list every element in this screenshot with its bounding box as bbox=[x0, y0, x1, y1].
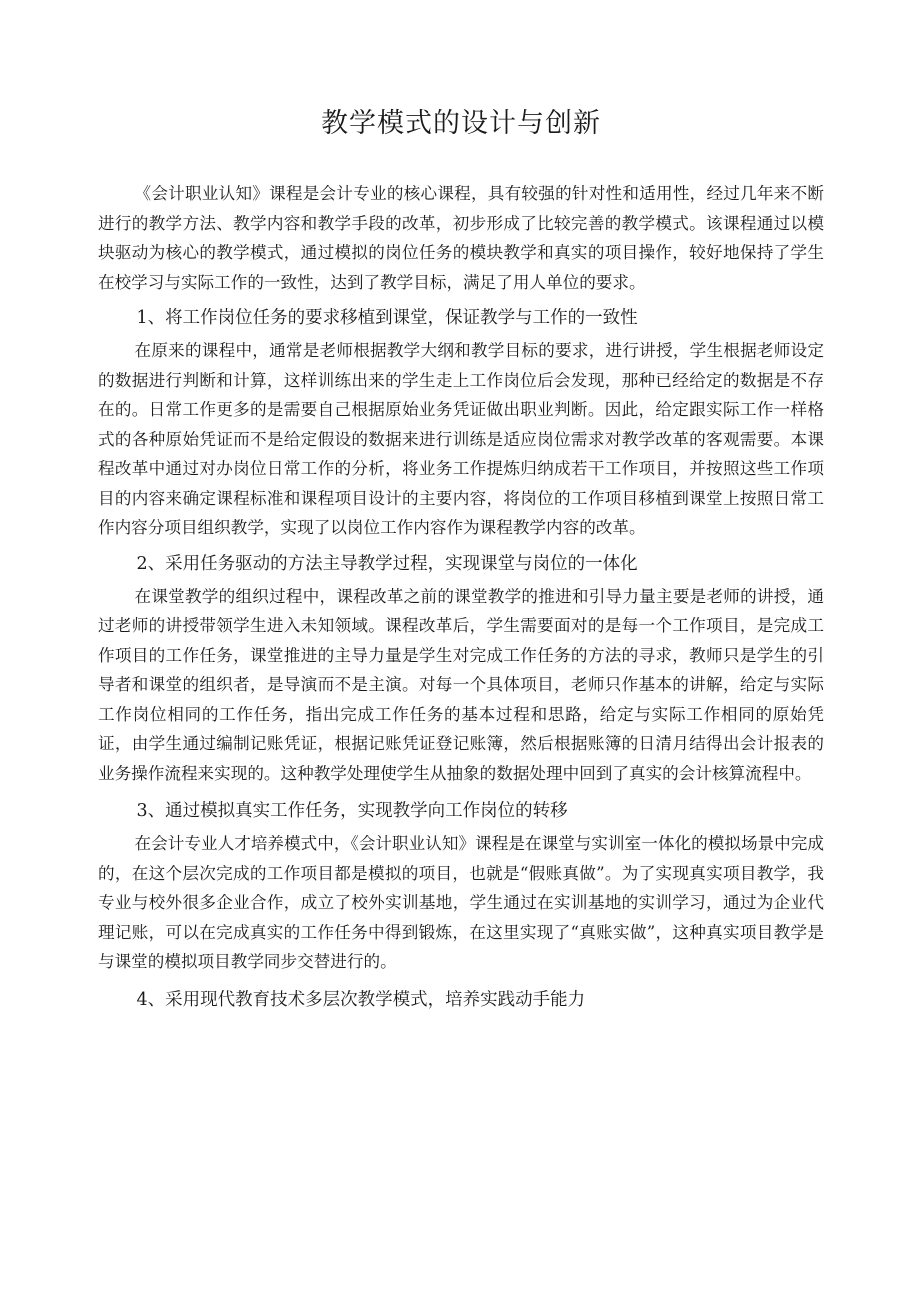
section-body: 在会计专业人才培养模式中，《会计职业认知》课程是在课堂与实训室一体化的模拟场景中完成的，在这个层次完成的工作项目都是模拟的项目，也就是“假账真做”。为了实现真实项目教学，我专业与校外很多企业合作，成立了校外实训基地，学生通过在实训基地的实训学习，通过为企业代理记账，可以在完成真实的工作任务中得到锻炼，在这里实现了“真账实做”，这种真实项目教学是与课堂的模拟项目教学同步交替进行的。 bbox=[98, 834, 824, 971]
section-heading: 1、将工作岗位任务的要求移植到课堂，保证教学与工作的一致性 bbox=[136, 308, 638, 328]
section-heading: 2、采用任务驱动的方法主导教学过程，实现课堂与岗位的一体化 bbox=[136, 553, 638, 574]
section-body: 在原来的课程中，通常是老师根据教学大纲和教学目标的要求，进行讲授，学生根据老师设定的数据进行判断和计算，这样训练出来的学生走上工作岗位后会发现，那种已经给定的数据是不存在的。日常工作更多的是需要自己根据原始业务凭证做出职业判断。因此，给定跟实际工作一样格式的各种原始凭证而不是给定假设的数据来进行训练是适应岗位需求对教学改革的客观需要。本课程改革中通过对办岗位日常工作的分析，将业务工作提炼归纳成若干工作项目，并按照这些工作项目的内容来确定课程标准和课程项目设计的主要内容，将岗位的工作项目移植到课堂上按照日常工作内容分项目组织教学，实现了以岗位工作内容作为课程教学内容的改革。 bbox=[98, 341, 824, 537]
section-4 bbox=[98, 985, 824, 1016]
section-heading: 4、采用现代教育技术多层次教学模式，培养实践动手能力 bbox=[136, 989, 586, 1010]
section-2 bbox=[98, 549, 824, 789]
intro-paragraph: 《会计职业认知》课程是会计专业的核心课程，具有较强的针对性和适用性，经过几年来不断进行的教学方法、教学内容和教学手段的改革，初步形成了比较完善的教学模式。该课程通过以模块驱动为核心的教学模式，通过模拟的岗位任务的模块教学和真实的项目操作，较好地保持了学生在校学习与实际工作的一致性，达到了教学目标，满足了用人单位的要求。 bbox=[98, 184, 824, 292]
section-3 bbox=[98, 796, 824, 977]
section-1 bbox=[98, 303, 824, 543]
document-title: 教学模式的设计与创新 bbox=[321, 108, 601, 139]
section-body: 在课堂教学的组织过程中，课程改革之前的课堂教学的推进和引导力量主要是老师的讲授，通过老师的讲授带领学生进入未知领域。课程改革后，学生需要面对的是每一个工作项目，是完成工作项目的工作任务，课堂推进的主导力量是学生对完成工作任务的方法的寻求，教师只是学生的引导者和课堂的组织者，是导演而不是主演。对每一个具体项目，老师只作基本的讲解，给定与实际工作岗位相同的工作任务，指出完成工作任务的基本过程和思路，给定与实际工作相同的原始凭证，由学生通过编制记账凭证，根据记账凭证登记账簿，然后根据账簿的日清月结得出会计报表的业务操作流程来实现的。这种教学处理使学生从抽象的数据处理中回到了真实的会计核算流程中。 bbox=[98, 586, 824, 783]
section-heading: 3、通过模拟真实工作任务，实现教学向工作岗位的转移 bbox=[136, 801, 568, 821]
